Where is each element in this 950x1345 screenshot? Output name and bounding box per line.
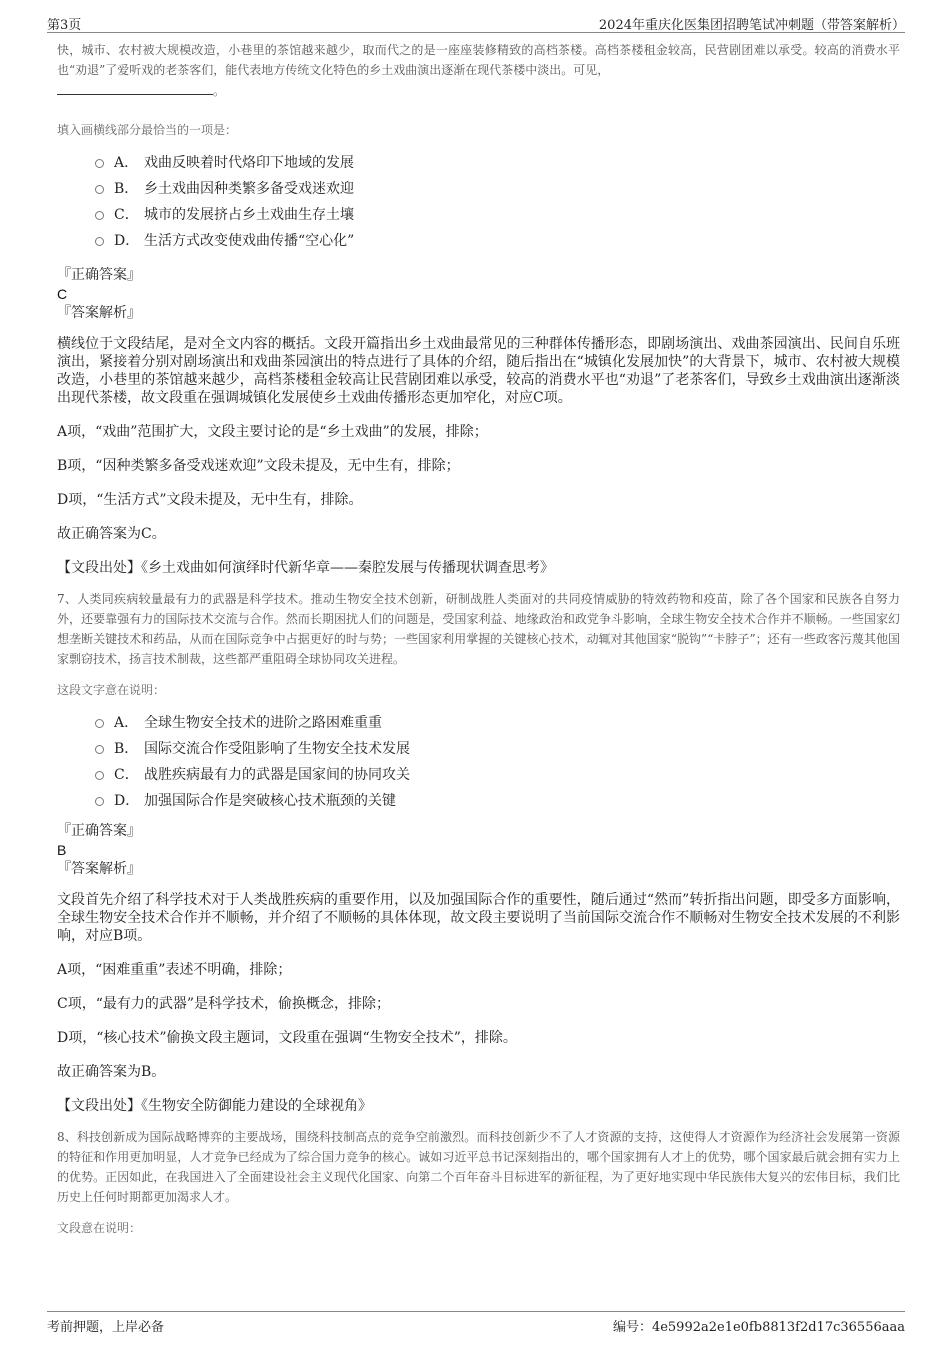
radio-icon[interactable] xyxy=(95,159,104,168)
q6-exclusion-a: A项，“戏曲”范围扩大，文段主要讨论的是“乡土戏曲”的发展，排除； xyxy=(57,424,488,440)
q7-option-d[interactable]: D． 加强国际合作是突破核心技术瓶颈的关键 xyxy=(95,788,900,814)
q6-option-a[interactable]: A． 戏曲反映着时代烙印下地域的发展 xyxy=(95,150,900,176)
page-number: 第3页 xyxy=(47,18,82,33)
q6-blank xyxy=(57,80,213,95)
q8-stem: 8、科技创新成为国际战略博弈的主要战场，围绕科技制高点的竞争空前激烈。而科技创新少不了人才资源的支持，这使得人才资源作为经济社会发展第一资源的特征和作用更加明显，人才竞争已经成为了综合国力竞争的核心。诚如习近平总书记深刻指出的，哪个国家拥有人才上的优势，哪个国家最后就会拥有实力上的优势。正因如此，在我国进入了全面建设社会主义现代化国家、向第二个百年奋斗目标进军的新征程，为了更好地实现中华民族伟大复兴的宏伟目标，我们比历史上任何时期都更加渴求人才。 xyxy=(57,1130,900,1204)
q7-option-a[interactable]: A． 全球生物安全技术的进阶之路困难重重 xyxy=(95,710,900,736)
q6-source: 【文段出处】《乡土戏曲如何演绎时代新华章——秦腔发展与传播现状调查思考》 xyxy=(57,560,554,576)
q6-option-b[interactable]: B． 乡土戏曲因种类繁多备受戏迷欢迎 xyxy=(95,176,900,202)
q6-conclusion: 故正确答案为C。 xyxy=(57,526,166,542)
q6-stem-text: 快，城市、农村被大规模改造，小巷里的茶馆越来越少，取而代之的是一座座装修精致的高档茶楼。高档茶楼租金较高，民营剧团难以承受。较高的消费水平也“劝退”了爱听戏的老茶客们，能代表地方传统文化特色的乡土戏曲演出逐渐在现代茶楼中淡出。可见， xyxy=(57,43,900,77)
q7-prompt: 这段文字意在说明： xyxy=(57,683,166,697)
footer-slogan: 考前押题，上岸必备 xyxy=(47,1320,165,1335)
q7-option-b[interactable]: B． 国际交流合作受阻影响了生物安全技术发展 xyxy=(95,736,900,762)
main-content xyxy=(57,40,900,1236)
radio-icon[interactable] xyxy=(95,185,104,194)
q6-answer: C xyxy=(57,286,68,302)
q6-stem-end: 。 xyxy=(213,84,226,98)
q6-options xyxy=(57,150,900,254)
q6-analysis-label: 『答案解析』 xyxy=(57,305,141,321)
q7-option-c[interactable]: C． 战胜疾病最有力的武器是国家间的协同攻关 xyxy=(95,762,900,788)
q7-answer-label: 『正确答案』 xyxy=(57,823,141,839)
q6-analysis: 横线位于文段结尾，是对全文内容的概括。文段开篇指出乡土戏曲最常见的三种群体传播形态，即剧场演出、戏曲茶园演出、民间自乐班演出，紧接着分别对剧场演出和戏曲茶园演出的特点进行了具体的介绍，随后指出在“城镇化发展加快”的大背景下，城市、农村被大规模改造，小巷里的茶馆越来越少，高档茶楼租金较高让民营剧团难以承受，较高的消费水平也“劝退”了老茶客们，导致乡土戏曲演出逐渐淡出现代茶楼，故文段重在强调城镇化发展使乡土戏曲传播形态更加窄化，对应C项。 xyxy=(57,336,900,406)
q6-prompt: 填入画横线部分最恰当的一项是： xyxy=(57,123,238,137)
document-title: 2024年重庆化医集团招聘笔试冲刺题（带答案解析） xyxy=(598,18,905,33)
q7-options xyxy=(57,710,900,814)
document-id: 编号：4e5992a2e1e0fb8813f2d17c36556aaa xyxy=(612,1320,905,1335)
q7-analysis-label: 『答案解析』 xyxy=(57,861,141,877)
radio-icon[interactable] xyxy=(95,797,104,806)
q6-exclusion-b: B项，“因种类繁多备受戏迷欢迎”文段未提及，无中生有，排除； xyxy=(57,458,460,474)
q6-option-c[interactable]: C． 城市的发展挤占乡土戏曲生存土壤 xyxy=(95,202,900,228)
q7-stem: 7、人类同疾病较量最有力的武器是科学技术。推动生物安全技术创新，研制战胜人类面对的共同疫情威胁的特效药物和疫苗，除了各个国家和民族各自努力外，还要靠强有力的国际技术交流与合作。然而长期困扰人们的问题是，受国家利益、地缘政治和政党争斗影响，全球生物安全技术合作并不顺畅。一些国家幻想垄断关键技术和药品，从而在国际竞争中占据更好的时与势；一些国家利用掌握的关键核心技术，动辄对其他国家“脱钩”“卡脖子”；还有一些政客污蔑其他国家剽窃技术，扬言技术制裁，这些都严重阻碍全球协同攻关进程。 xyxy=(57,592,900,666)
q7-answer: B xyxy=(57,842,67,858)
radio-icon[interactable] xyxy=(95,745,104,754)
radio-icon[interactable] xyxy=(95,719,104,728)
page-header xyxy=(47,10,905,33)
q7-analysis: 文段首先介绍了科学技术对于人类战胜疾病的重要作用，以及加强国际合作的重要性，随后通过“然而”转折指出问题，即受多方面影响，全球生物安全技术合作并不顺畅，并介绍了不顺畅的具体体现，故文段主要说明了当前国际交流合作不顺畅对生物安全技术发展的不利影响，对应B项。 xyxy=(57,892,900,944)
q7-exclusion-c: C项，“最有力的武器”是科学技术，偷换概念，排除； xyxy=(57,996,391,1012)
radio-icon[interactable] xyxy=(95,237,104,246)
radio-icon[interactable] xyxy=(95,211,104,220)
q6-stem xyxy=(57,40,900,101)
q6-option-d[interactable]: D． 生活方式改变使戏曲传播“空心化” xyxy=(95,228,900,254)
q7-exclusion-d: D项，“核心技术”偷换文段主题词，文段重在强调“生物安全技术”，排除。 xyxy=(57,1030,517,1046)
radio-icon[interactable] xyxy=(95,771,104,780)
q7-exclusion-a: A项，“困难重重”表述不明确，排除； xyxy=(57,962,292,978)
q8-prompt: 文段意在说明： xyxy=(57,1221,142,1235)
q7-conclusion: 故正确答案为B。 xyxy=(57,1064,166,1080)
page-footer xyxy=(47,1311,905,1336)
q7-source: 【文段出处】《生物安全防御能力建设的全球视角》 xyxy=(57,1098,372,1114)
q6-exclusion-d: D项，“生活方式”文段未提及，无中生有，排除。 xyxy=(57,492,363,508)
q6-answer-label: 『正确答案』 xyxy=(57,267,141,283)
